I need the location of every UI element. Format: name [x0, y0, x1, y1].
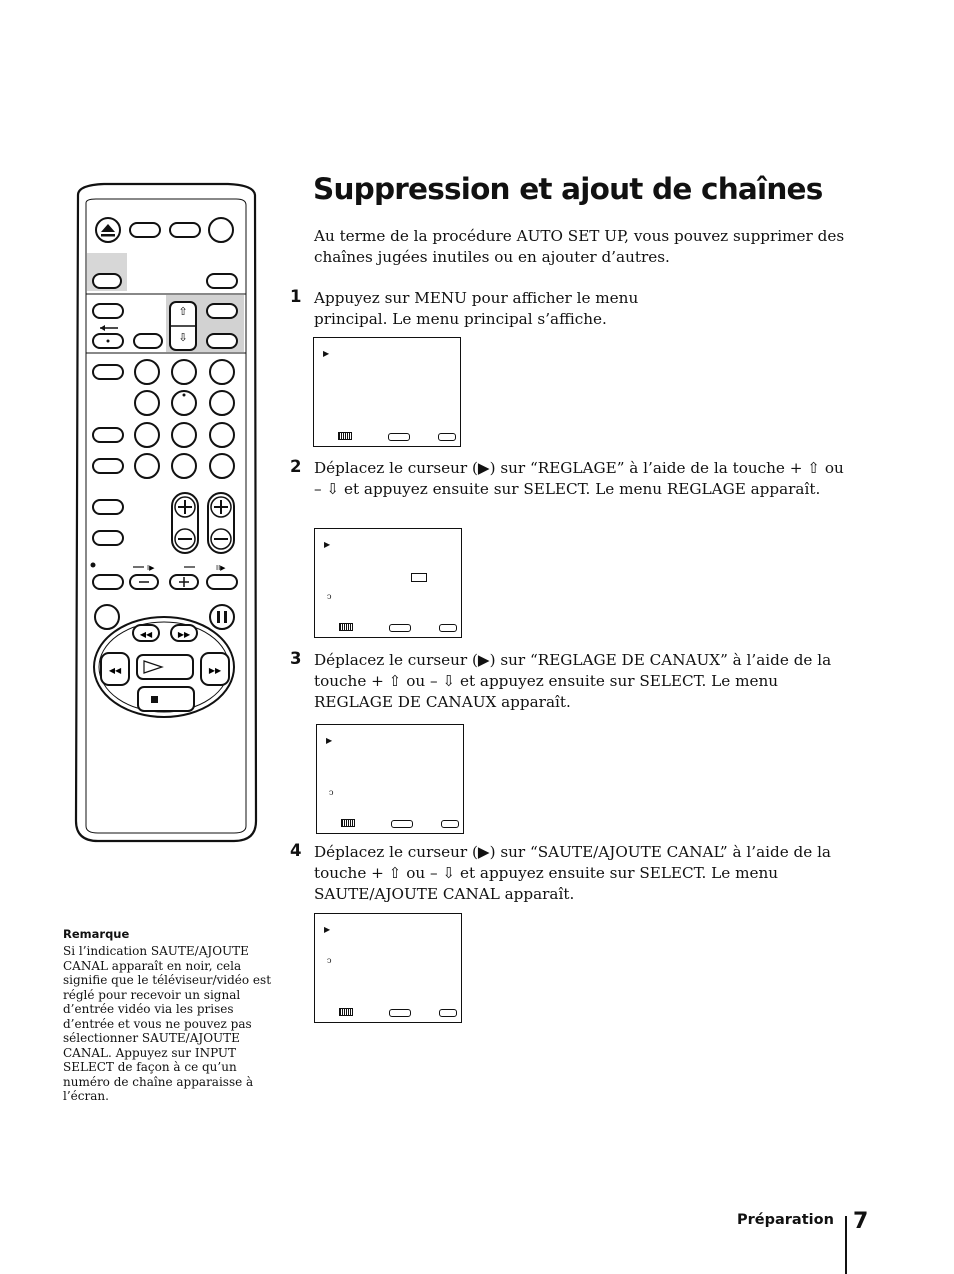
footer-divider [845, 1216, 847, 1274]
cursor-arrow-icon: ▶ [324, 925, 331, 934]
tv-menu-screen-illustration: ▶ ↄ [314, 528, 462, 638]
svg-text:◀◀: ◀◀ [139, 630, 153, 639]
tv-menu-screen-illustration: ▶ ↄ [314, 913, 462, 1023]
step-number: 4 [290, 841, 302, 860]
svg-text:⇩: ⇩ [178, 331, 188, 344]
page-title: Suppression et ajout de chaînes [313, 172, 823, 206]
note-title: Remarque [63, 927, 130, 941]
step-text: Déplacez le curseur (▶) sur “REGLAGE” à l’aide de la touche + ⇧ ou – ⇩ et appuyez ensuite sur SELECT. Le menu REGLAGE apparaît. [314, 459, 844, 498]
page-number: 7 [853, 1209, 869, 1234]
cursor-arrow-icon: ▶ [323, 349, 330, 358]
section-label: Préparation [737, 1212, 834, 1228]
step-text: Déplacez le curseur (▶) sur “SAUTE/AJOUTE CANAL” à l’aide de la touche + ⇧ ou – ⇩ et appuyez ensuite sur SELECT. Le menu SAUTE/AJOUTE CANAL apparaît. [314, 843, 831, 903]
cursor-arrow-icon: ▶ [324, 540, 331, 549]
step-number: 1 [290, 287, 302, 306]
svg-text:▶▶: ▶▶ [177, 630, 191, 639]
remote-control-illustration [74, 181, 258, 845]
cursor-arrow-icon: ▶ [326, 736, 333, 745]
step-number: 2 [290, 457, 302, 476]
svg-text:▶▶: ▶▶ [208, 666, 222, 675]
step-text: Appuyez sur MENU pour afficher le menu principal. Le menu principal s’affiche. [314, 289, 639, 328]
tv-menu-screen-illustration [313, 337, 461, 447]
svg-text:I▶: I▶ [147, 564, 155, 572]
note-text: Si l’indication SAUTE/AJOUTE CANAL apparaît en noir, cela signifie que le téléviseur/vidéo est réglé pour recevoir un signal d’entrée vidéo via les prises d’entrée et vous ne pouvez pas sélectionner SAUTE/AJOUTE CANAL. Appuyez sur INPUT SELECT de façon à ce qu’un numéro de chaîne apparaisse à l’écran. [63, 944, 272, 1103]
intro-paragraph: Au terme de la procédure AUTO SET UP, vous pouvez supprimer des chaînes jugées inutiles ou en ajouter d’autres. [314, 227, 845, 266]
step-text: Déplacez le curseur (▶) sur “REGLAGE DE CANAUX” à l’aide de la touche + ⇧ ou – ⇩ et appuyez ensuite sur SELECT. Le menu REGLAGE DE CANAUX apparaît. [314, 651, 832, 711]
svg-text:⇧: ⇧ [178, 305, 188, 318]
svg-text:II▶: II▶ [216, 564, 226, 572]
tv-menu-screen-illustration: ▶ ↄ [316, 724, 464, 834]
svg-text:◀◀: ◀◀ [108, 666, 122, 675]
step-number: 3 [290, 649, 302, 668]
